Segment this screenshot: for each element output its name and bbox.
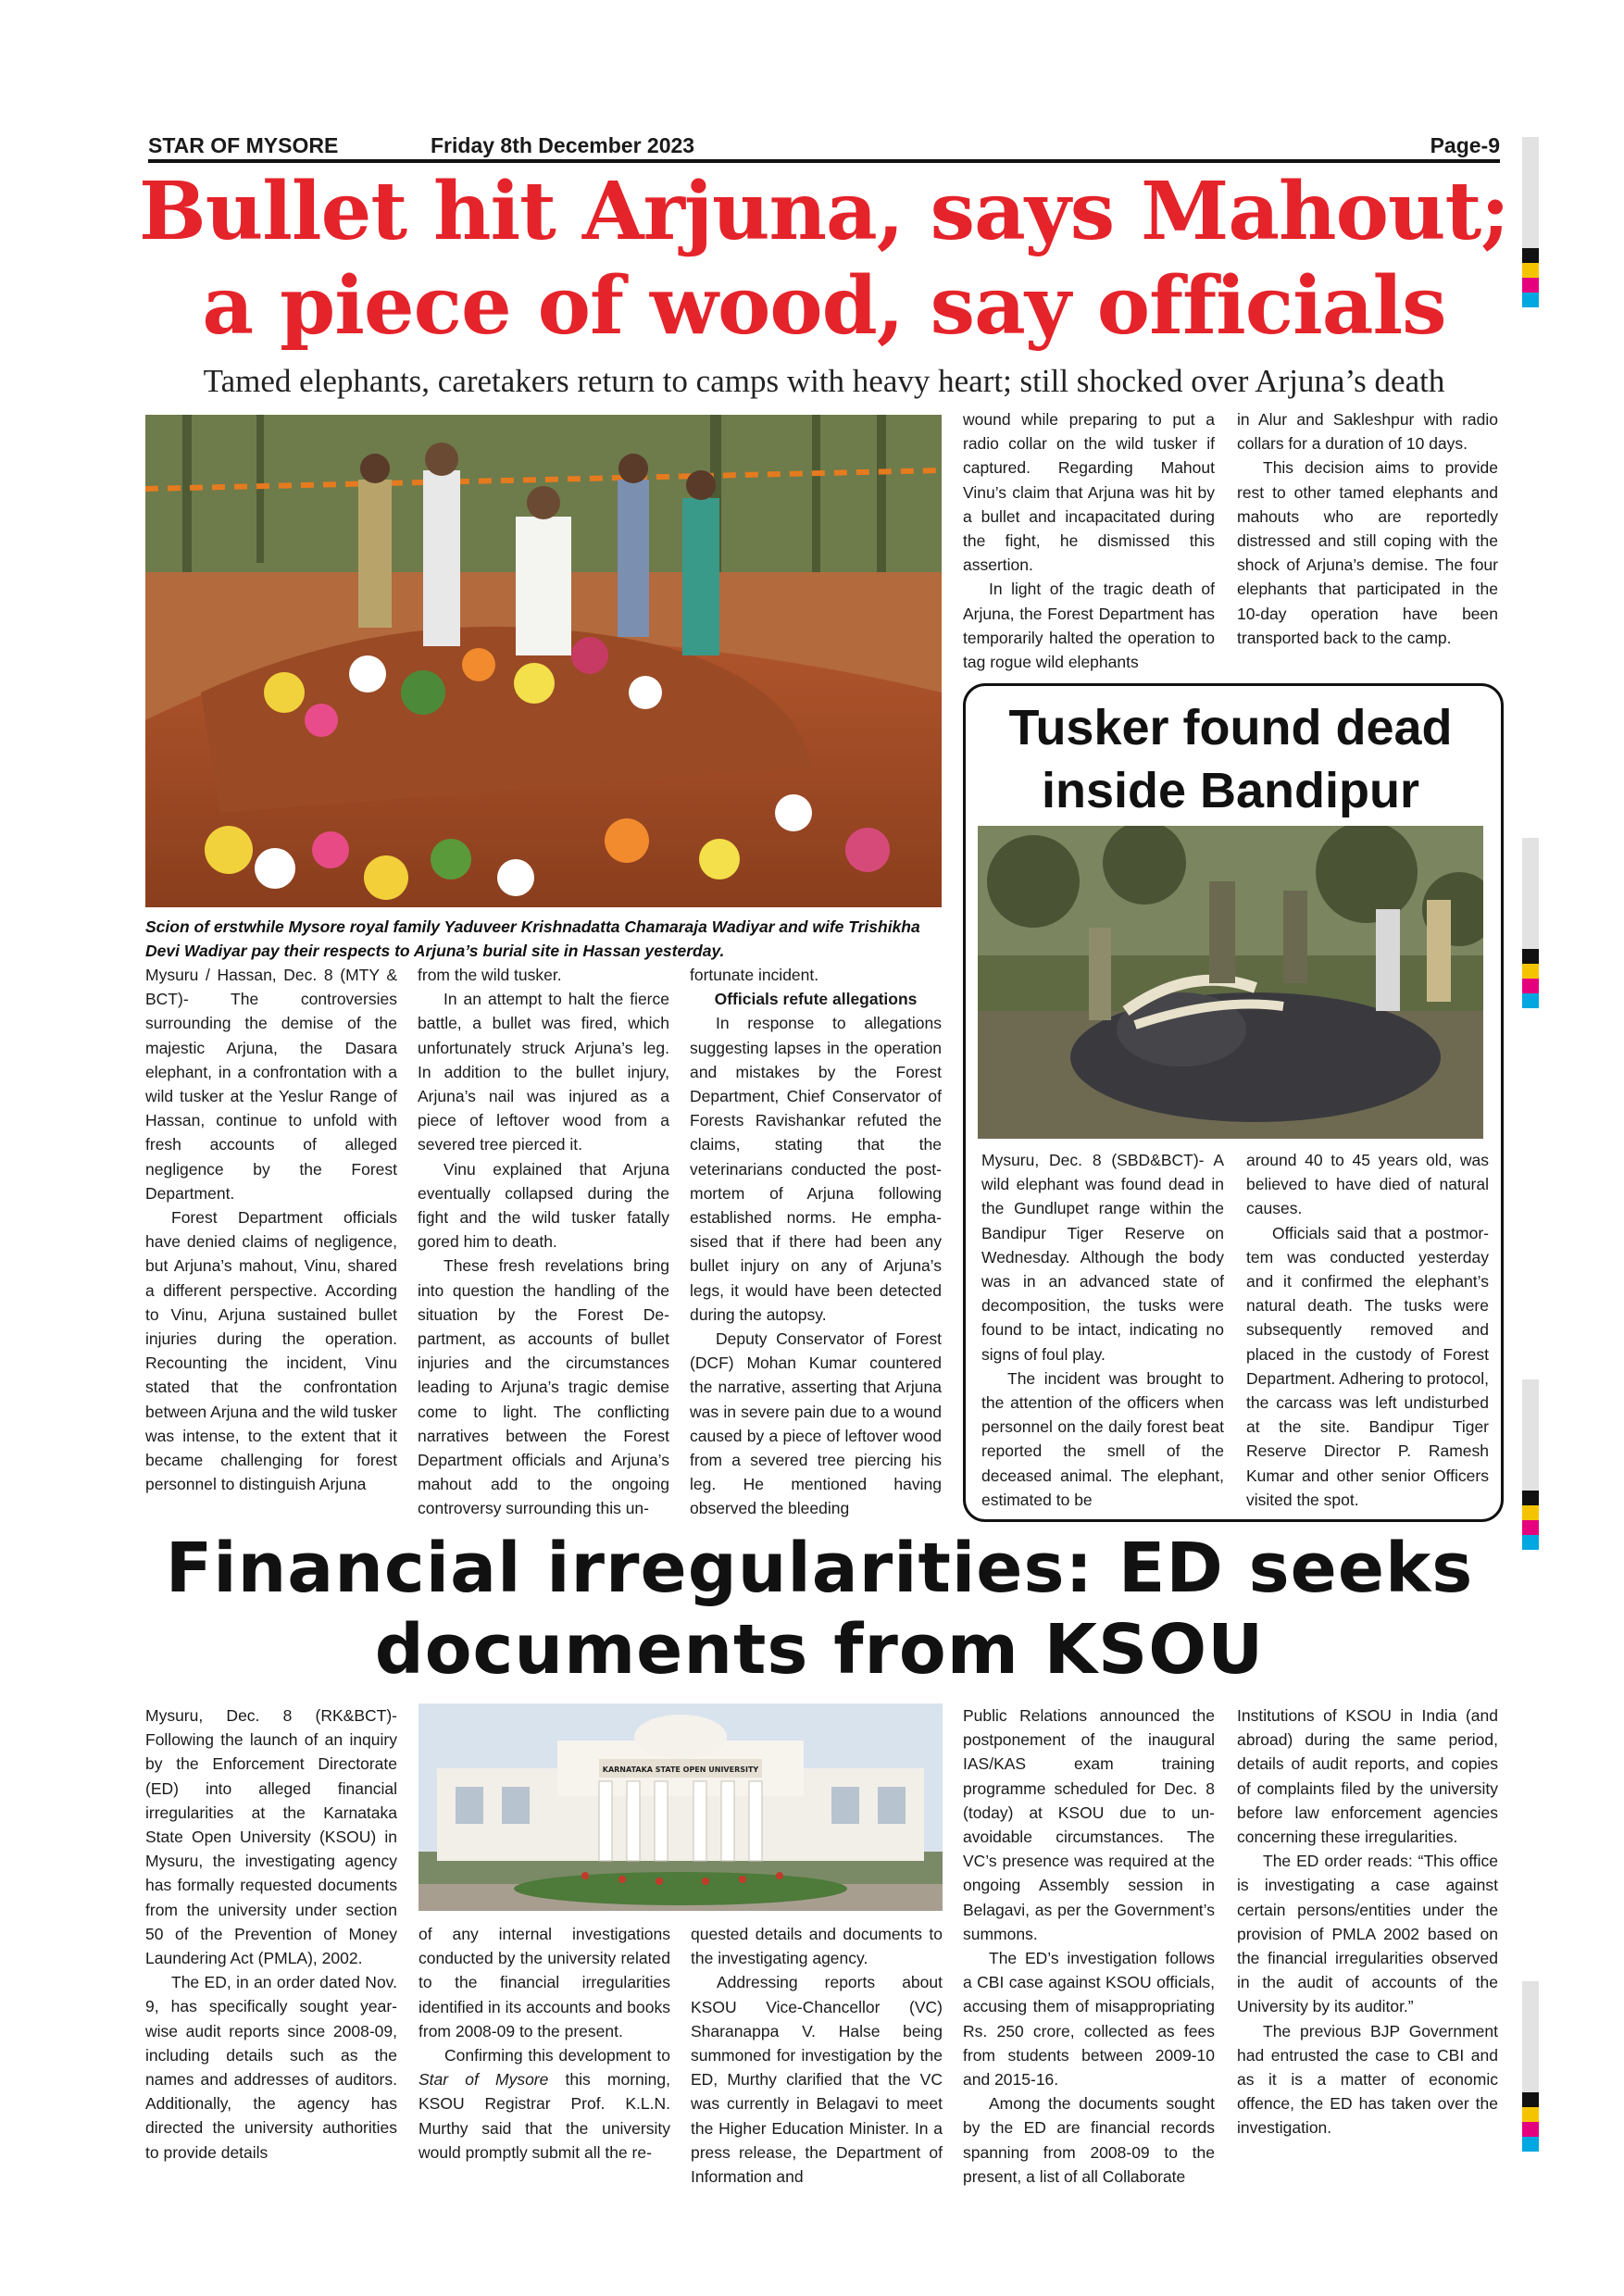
paragraph: This decision aims to provide rest to other tamed elephants and mahouts who are reportedly distressed and still coping with the shock of Arjuna’s demise. The four elephants that participated in the 10-day operation have been transported back to the camp. [1237,458,1498,647]
boxed-story-headline [963,696,1498,822]
lead-story-column-5 [1237,407,1498,650]
ksou-headline-line2: documents from KSOU [374,1610,1265,1690]
lead-story-column-1 [145,963,397,1496]
registration-bar [1522,838,1539,1008]
building-sign-text: KARNATAKA STATE OPEN UNIVERSITY [602,1766,759,1774]
registration-bar [1522,1379,1539,1550]
registration-bar [1522,137,1539,307]
burial-site-photo [145,415,942,907]
ksou-story-column-3 [691,1922,943,2189]
ksou-story-column-4 [963,1703,1215,2189]
paragraph: Mysuru / Hassan, Dec. 8 (MTY & BCT)- The controversies surrounding the demise of the majestic Arjuna, the Dasara elephant, in a confrontation with a wild tusker at the Yeslur Range of Hassan, continue to unfold with fresh accounts of alleged negligence by the Forest Department. [145,966,397,1203]
subheading: Officials refute allegations [714,990,918,1009]
masthead [148,131,1500,163]
ksou-story-column-1 [145,1703,397,2165]
ksou-building-photo [418,1703,943,1911]
boxed-headline-line1: Tusker found dead [1008,700,1453,755]
ksou-building-illustration [418,1703,943,1911]
paragraph: The ED, in an order dated Nov. 9, has specifically sought year-wise audit reports since 2008-09, including details such as the names and addresses of auditors. Additionally, the agency has directed the university authorities to provide details [145,1973,397,2162]
paragraph: Mysuru, Dec. 8 (SBD&BCT)- A wild elephant was found dead in the Gundlupet range within the Bandipur Tiger Reserve on Wednesday. Although the body was in an advanced state of decomposition, the tusks were found to be intact, indicating no signs of foul play. [981,1151,1224,1364]
lead-story-column-2 [418,963,669,1521]
paragraph: from the wild tusker. [418,966,562,984]
lead-deck: Tamed elephants, caretakers return to camps with heavy heart; still shocked over Arjuna’s death [203,363,1445,399]
dead-tusker-photo [978,826,1483,1139]
paragraph: Addressing reports about KSOU Vice-Chancellor (VC) Sharanappa V. Halse being summoned for investigation by the ED, Murthy clarified that the VC was currently in Belagavi to meet the Higher Education Minister. In a press release, the Department of Information and [691,1973,943,2187]
paragraph: of any internal investigations conducted by the university related to the financial irregularities identified in its accounts and books from 2008-09 to the present. [418,1925,670,2040]
paragraph: Vinu explained that Arjuna eventually collapsed during the fight and the wild tusker fatally gored him to death. [418,1159,669,1252]
paragraph: In light of the tragic death of Arjuna, the Forest Department has temporarily halted the operation to tag rogue wild elephants [963,580,1215,672]
paragraph: Institutions of KSOU in India (and abroad) during the same period, details of audit reports, and copies of complaints filed by the university before law enforcement agencies concerning these irregularities. [1237,1706,1498,1847]
paragraph: In response to allegations suggesting lapses in the operation and mistakes by the Forest Department, Chief Conservator of Forests Ravishankar refuted the claims, stating that the veterinarians conducted the post-mortem of Arjuna following established norms. He emphasised that if there had been any bullet injury on any of Arjuna’s legs, it would have been detected during the autopsy. [690,1014,942,1324]
paragraph [418,2043,670,2165]
paragraph: Forest Department officials have denied claims of negligence, but Arjuna’s mahout, Vinu, shared a different perspective. According to Vinu, Arjuna sustained bullet injuries during the operation. Recounting the incident, Vinu stated that the confrontation between Arjuna and the wild tusker was intense, to the extent that it became challenging for forest personnel to distinguish Arjuna [145,1208,397,1494]
publication-name: Star of Mysore [418,2070,549,2090]
boxed-headline-line2: inside Bandipur [1041,763,1420,818]
registration-bar [1522,1981,1539,2152]
newspaper-name: STAR OF MYSORE [148,133,339,157]
lead-story-column-3 [690,963,942,1521]
paragraph: quested details and documents to the investigating agency. [691,1925,943,1968]
paragraph: in Alur and Sakleshpur with radio collars for a duration of 10 days. [1237,410,1498,454]
boxed-story-column-2 [1246,1148,1489,1512]
paragraph: In an attempt to halt the fierce battle, a bullet was fired, which unfortunately struck Arjuna’s leg. In addition to the bullet injury, Arjuna’s nail was injured as a piece of leftover wood from a severed tree pierced it. [418,990,669,1154]
paragraph: These fresh revelations bring into question the handling of the situation by the Forest Department, as accounts of bullet injuries and the circumstances leading to Arjuna’s tragic demise come to light. The conflicting narratives between the Forest Department officials and Arjuna’s mahout add to the ongoing controversy surrounding this un- [418,1256,669,1518]
lead-headline-line1: Bullet hit Arjuna, says Mahout; [139,165,1509,258]
paragraph: Officials said that a postmortem was conducted yesterday and it confirmed the elephant’s natural death. The tusks were subsequently removed and placed in the custody of Forest Department. Adhering to protocol, the carcass was left undisturbed at the site. Bandipur Tiger Reserve Director P. Ramesh Kumar and other senior Officers visited the spot. [1246,1223,1489,1509]
burial-site-photo-illustration [145,415,942,907]
paragraph: around 40 to 45 years old, was believed to have died of natural causes. [1246,1151,1489,1218]
lead-story-column-4 [963,407,1215,674]
lead-headline [130,165,1518,354]
paragraph: wound while preparing to put a radio collar on the wild tusker if captured. Regarding Mahout Vinu’s claim that Arjuna was hit by a bullet and incapacitated during the fight, he dismissed this assertion. [963,410,1215,575]
ksou-story-column-5 [1237,1703,1498,2140]
paragraph: Deputy Conservator of Forest (DCF) Mohan Kumar countered the narrative, asserting that Arjuna was in severe pain due to a wound caused by a piece of leftover wood from a severed tree piercing his leg. He mentioned having observed the bleeding [690,1329,942,1518]
paragraph: The ED’s investigation follows a CBI case against KSOU officials, accusing them of misappropriating Rs. 250 crore, collected as fees from students between 2009-10 and 2015-16. [963,1949,1215,2090]
photo-caption: Scion of erstwhile Mysore royal family Yaduveer Krishnadatta Chamaraja Wadiyar and wife Trishikha Devi Wadiyar pay their respects to Arjuna’s burial site in Hassan yesterday. [145,917,920,960]
lead-headline-line2: a piece of wood, say officials [202,259,1446,353]
page-number: Page-9 [1430,133,1500,157]
dead-tusker-photo-illustration [978,826,1483,1139]
paragraph: Among the documents sought by the ED are financial records spanning from 2008-09 to the present, a list of all Collaborate [963,2094,1215,2186]
paragraph: The previous BJP Government had entrusted the case to CBI and as it is a matter of economic offence, the ED has taken over the investigation. [1237,2021,1498,2138]
paragraph: Public Relations announced the postponement of the inaugural IAS/KAS exam training programme scheduled for Dec. 8 (today) at KSOU due to unavoidable circumstances. The VC’s presence was required at the ongoing Assembly session in Belagavi, as per the Government’s summons. [963,1706,1215,1943]
ksou-headline [130,1528,1509,1691]
ksou-headline-line1: Financial irregularities: ED seeks [165,1529,1474,1608]
paragraph: The ED order reads: “This office is investigating a case against certain persons/entities under the provision of PMLA 2002 based on the financial irregularities observed in the audit of accounts of the University by its auditor.” [1237,1852,1498,2016]
paragraph: Mysuru, Dec. 8 (RK&BCT)- Following the launch of an inquiry by the Enforcement Directorate (ED) into alleged financial irregularities at the Karnataka State Open University (KSOU) in Mysuru, the investigating agency has formally requested documents from the university under section 50 of the Prevention of Money Laundering Act (PMLA), 2002. [145,1706,397,1968]
ksou-story-column-2 [418,1922,670,2165]
issue-date: Friday 8th December 2023 [431,133,695,157]
text-run: this morning, KSOU Registrar Prof. K.L.N. Murthy said that the university would promptly submit all the re- [418,2070,670,2162]
paragraph: The incident was brought to the attention of the officers when personnel on the daily forest beat reported the smell of the deceased animal. The elephant, estimated to be [981,1368,1224,1509]
paragraph: fortunate incident. [690,966,819,984]
boxed-story-column-1 [981,1148,1224,1512]
text-run: Confirming this development to [444,2046,670,2065]
